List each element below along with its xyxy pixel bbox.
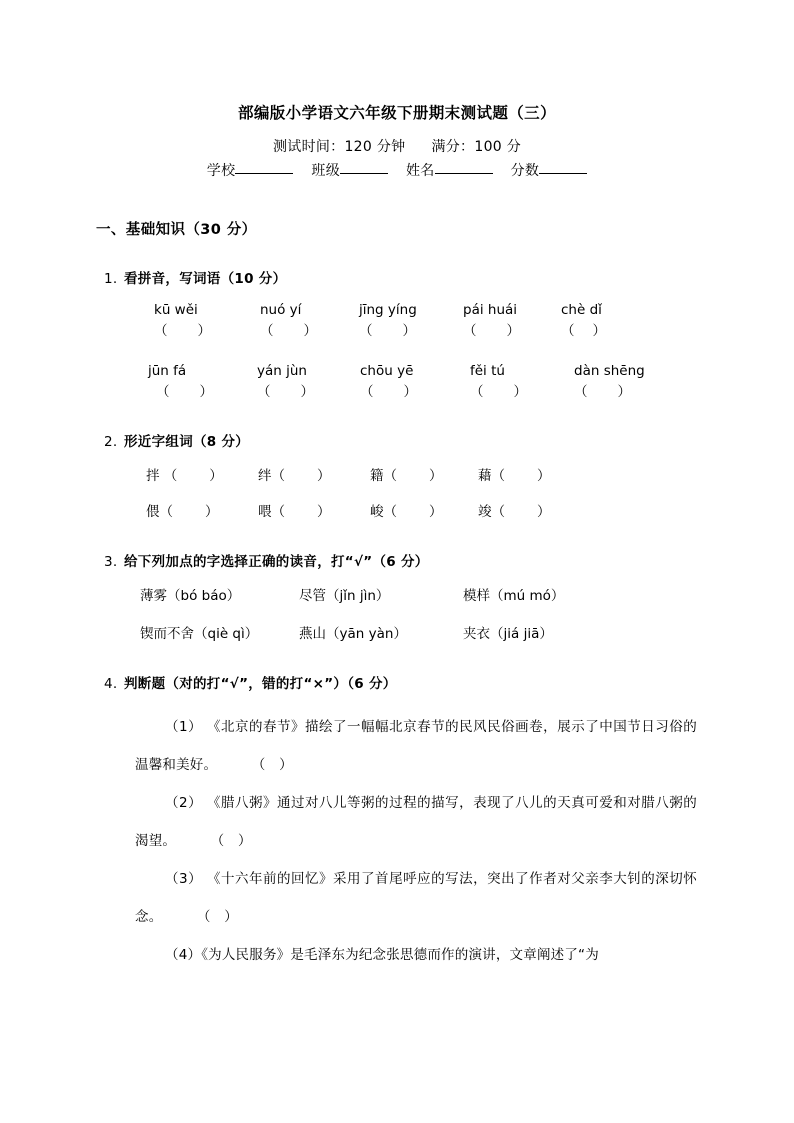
page-title: 部编版小学语文六年级下册期末测试题（三）: [237, 104, 556, 122]
pinyin-text: jūn fá: [148, 363, 187, 379]
field-score-input[interactable]: [539, 173, 587, 174]
pron-word: 锲而不舍: [140, 626, 194, 642]
question-3-label: 给下列加点的字选择正确的读音，打“√”（6 分）: [124, 554, 429, 570]
pinyin-cell: [463, 301, 561, 341]
score-value: 100 分: [474, 139, 522, 155]
pinyin-cell: [470, 362, 574, 402]
answer-blank[interactable]: （ ）: [257, 384, 314, 400]
char-glyph: 籍: [370, 468, 384, 484]
pinyin-cell: [360, 362, 470, 402]
judge-item-text: 《十六年前的回忆》采用了首尾呼应的写法，突出了作者对父亲李大钊的深切怀念。: [135, 871, 697, 925]
answer-blank[interactable]: （ ）: [359, 323, 416, 339]
judge-item: [96, 784, 698, 860]
question-2-body: [96, 466, 698, 522]
student-fields: [96, 160, 698, 182]
char-cell[interactable]: 竣（ ）: [478, 504, 551, 520]
pron-word: 燕山: [299, 626, 326, 642]
pinyin-text: nuó yí: [260, 302, 302, 318]
char-glyph: 偎: [146, 504, 160, 520]
judge-answer-blank[interactable]: （ ）: [210, 833, 252, 849]
question-4-label: 判断题（对的打“√”，错的打“×”）（6 分）: [124, 676, 397, 692]
pinyin-text: kū wěi: [154, 302, 198, 318]
judge-item: [96, 936, 698, 974]
question-3-body: [96, 586, 698, 644]
pinyin-row: [148, 362, 698, 402]
exam-meta: [96, 136, 698, 158]
field-name-input[interactable]: [435, 173, 493, 174]
question-2-label: 形近字组词（8 分）: [124, 434, 250, 450]
pron-item[interactable]: 夹衣（jiá jiā）: [463, 626, 553, 642]
pron-options: jǐn jìn: [339, 588, 376, 604]
judge-answer-blank[interactable]: （ ）: [251, 757, 293, 773]
field-class-input[interactable]: [340, 173, 388, 174]
char-cell[interactable]: 峻（ ）: [370, 504, 443, 520]
pron-options: qiè qì: [207, 626, 245, 642]
answer-blank[interactable]: （ ）: [260, 323, 317, 339]
answer-blank[interactable]: （ ）: [470, 384, 527, 400]
pron-row: [140, 624, 698, 644]
pron-options: jiá jiā: [503, 626, 540, 642]
pron-word: 模样: [463, 588, 490, 604]
answer-blank[interactable]: （ ）: [574, 384, 631, 400]
pinyin-cell: [561, 301, 606, 341]
field-class: [311, 160, 388, 182]
pron-item[interactable]: 锲而不舍（qiè qì）: [140, 626, 259, 642]
question-1-label: 看拼音，写词语（10 分）: [124, 271, 287, 287]
section-heading: 一、基础知识（30 分）: [96, 222, 257, 238]
judge-item: [96, 708, 698, 784]
char-glyph: 喂: [258, 504, 272, 520]
question-2-title: [96, 430, 698, 450]
judge-item-label: （4）: [165, 947, 202, 963]
char-cell[interactable]: 藉（ ）: [478, 468, 551, 484]
char-cell[interactable]: 偎（ ）: [146, 504, 219, 520]
time-value: 120 分钟: [344, 139, 406, 155]
score-label: 满分：: [431, 139, 475, 155]
question-4-body: [96, 708, 698, 974]
pinyin-text: chè dǐ: [561, 302, 602, 318]
answer-blank[interactable]: （ ）: [561, 323, 606, 339]
judge-answer-blank[interactable]: （ ）: [196, 909, 239, 925]
pron-options: bó báo: [180, 588, 227, 604]
field-school: [207, 160, 294, 182]
answer-blank[interactable]: （ ）: [156, 384, 213, 400]
judge-item-label: （3）: [165, 871, 203, 887]
pinyin-cell: [154, 301, 260, 341]
time-label: 测试时间：: [272, 139, 345, 155]
judge-item-text: 《为人民服务》是毛泽东为纪念张思德而作的演讲，文章阐述了“为: [201, 947, 599, 963]
judge-item-text: 《北京的春节》描绘了一幅幅北京春节的民风民俗画卷，展示了中国节日习俗的温馨和美好。: [135, 719, 697, 773]
question-4-number: 4.: [104, 676, 118, 692]
pinyin-text: chōu yē: [360, 363, 414, 379]
answer-blank[interactable]: （ ）: [360, 384, 417, 400]
pinyin-cell: [359, 301, 463, 341]
char-cell[interactable]: 喂（ ）: [258, 504, 331, 520]
answer-blank[interactable]: （ ）: [154, 323, 211, 339]
pinyin-cell: [260, 301, 359, 341]
pron-word: 薄雾: [140, 588, 167, 604]
field-school-input[interactable]: [235, 173, 293, 174]
pron-item[interactable]: 尽管（jǐn jìn）: [299, 588, 390, 604]
pinyin-cell: [257, 362, 360, 402]
question-1-title: [96, 267, 698, 287]
field-class-label: 班级: [311, 163, 340, 179]
char-row: [146, 466, 698, 486]
pron-item[interactable]: 薄雾（bó báo）: [140, 588, 241, 604]
field-score: [511, 160, 588, 182]
pinyin-text: jīng yíng: [359, 302, 417, 318]
char-glyph: 峻: [370, 504, 384, 520]
pinyin-text: fěi tú: [470, 363, 505, 379]
pron-item[interactable]: 模样（mú mó）: [463, 588, 565, 604]
char-glyph: 绊: [258, 468, 272, 484]
pron-options: yān yàn: [339, 626, 394, 642]
question-1-body: [96, 301, 698, 402]
pinyin-row: [154, 301, 698, 341]
char-cell[interactable]: 籍（ ）: [370, 468, 443, 484]
char-cell[interactable]: 拌 （ ）: [146, 468, 223, 484]
pinyin-cell: [148, 362, 257, 402]
char-glyph: 竣: [478, 504, 492, 520]
pron-options: mú mó: [503, 588, 551, 604]
judge-item-text: 《腊八粥》通过对八儿等粥的过程的描写，表现了八儿的天真可爱和对腊八粥的渴望。: [135, 795, 697, 849]
field-name-label: 姓名: [406, 163, 435, 179]
pron-word: 夹衣: [463, 626, 490, 642]
pron-row: [140, 586, 698, 606]
char-cell[interactable]: 绊（ ）: [258, 468, 331, 484]
char-glyph: 藉: [478, 468, 492, 484]
judge-item: [96, 860, 698, 936]
pinyin-text: dàn shēng: [574, 363, 645, 379]
pinyin-text: yán jùn: [257, 363, 307, 379]
question-3-number: 3.: [104, 554, 118, 570]
judge-item-label: （2）: [165, 795, 203, 811]
question-3-title: [96, 550, 698, 570]
field-school-label: 学校: [206, 163, 236, 179]
answer-blank[interactable]: （ ）: [463, 323, 520, 339]
field-name: [406, 160, 493, 182]
char-row: [146, 502, 698, 522]
pinyin-text: pái huái: [463, 302, 518, 318]
field-score-label: 分数: [510, 163, 540, 179]
judge-item-label: （1）: [165, 719, 203, 735]
question-2-number: 2.: [104, 434, 118, 450]
pinyin-cell: [574, 362, 645, 402]
question-1-number: 1.: [104, 271, 118, 287]
pron-word: 尽管: [299, 588, 326, 604]
question-4-title: [96, 672, 698, 692]
char-glyph: 拌: [146, 468, 160, 484]
pron-item[interactable]: 燕山（yān yàn）: [299, 626, 407, 642]
